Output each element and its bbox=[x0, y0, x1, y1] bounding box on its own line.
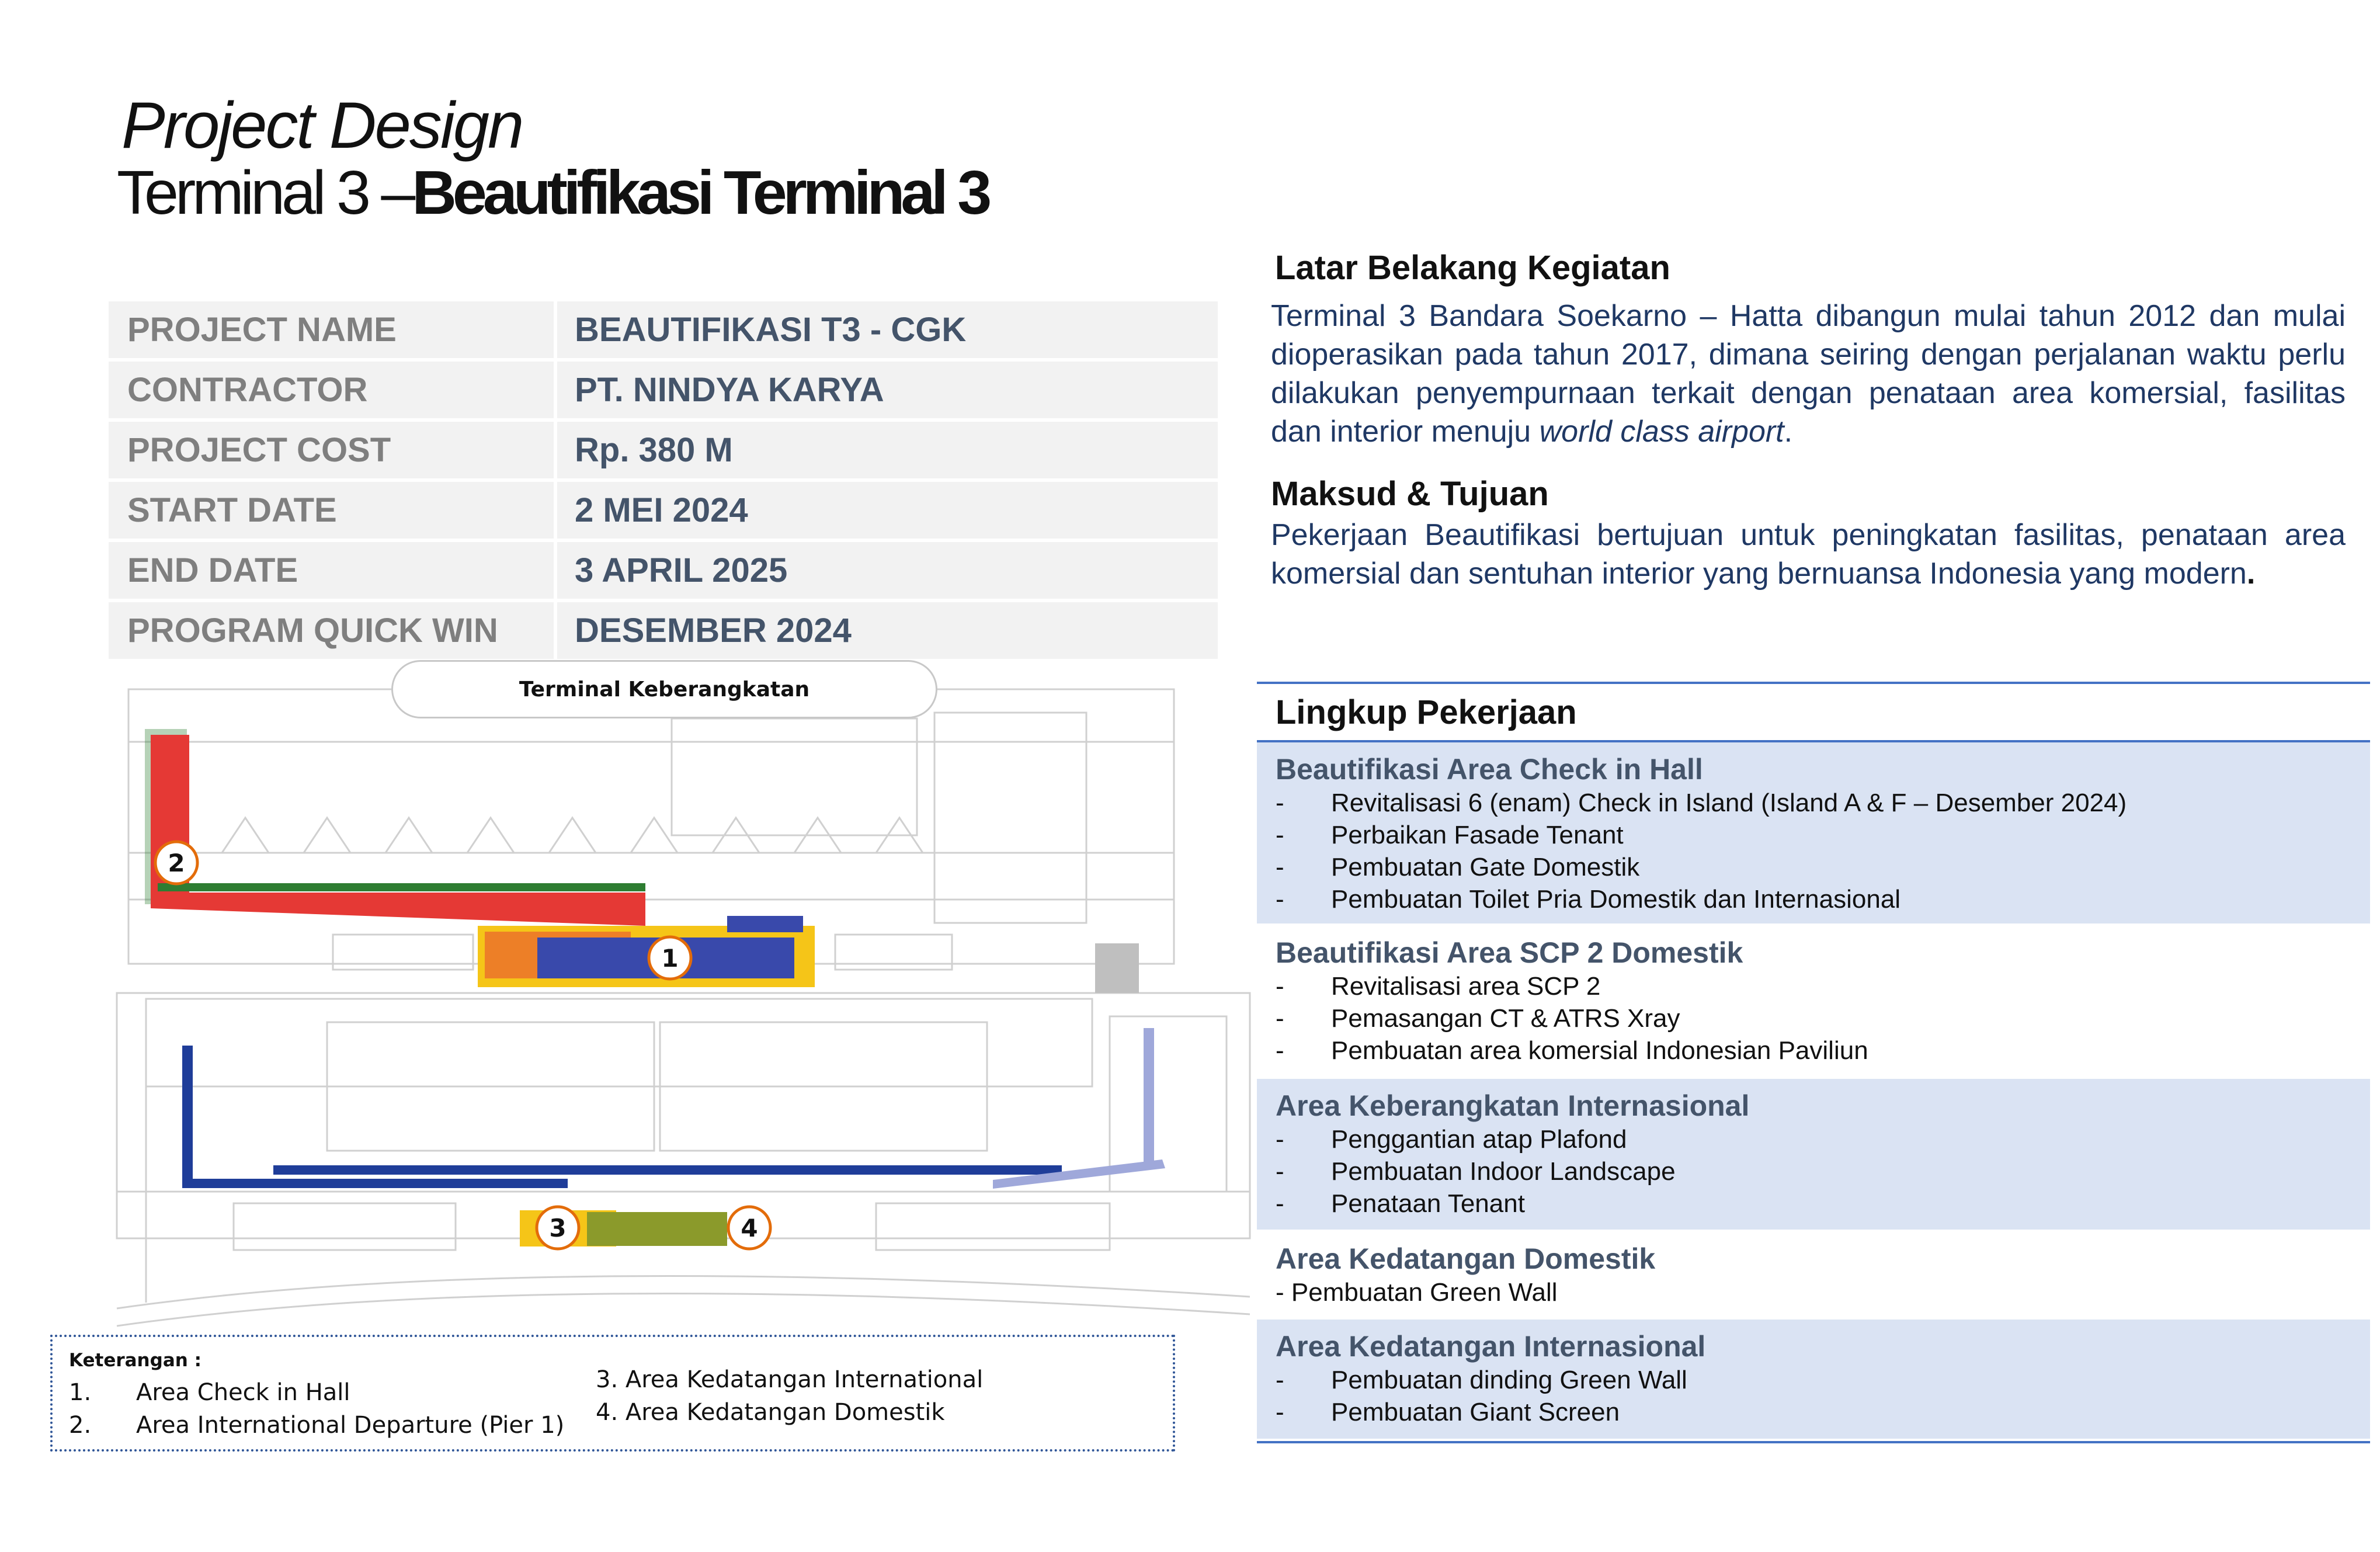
scope-item-text: Pembuatan Gate Domestik bbox=[1331, 853, 1640, 881]
info-value: PT. NINDYA KARYA bbox=[557, 362, 1218, 418]
maksud-text: Pekerjaan Beautifikasi bertujuan untuk peningkatan fasilitas, penataan area komersial dan sentuhan interior yang bernuansa Indonesia yang modern bbox=[1271, 518, 2346, 591]
info-value: BEAUTIFIKASI T3 - CGK bbox=[557, 301, 1218, 358]
legend-title: Keterangan : bbox=[69, 1350, 201, 1371]
legend-number: 1. bbox=[69, 1379, 92, 1406]
scope-item bbox=[1276, 1155, 2370, 1188]
legend-text: Area Check in Hall bbox=[136, 1379, 350, 1406]
scope-section-arrival-domestic bbox=[1257, 1232, 2370, 1320]
marker-label: 3 bbox=[549, 1214, 567, 1242]
scope-item bbox=[1276, 1123, 2370, 1155]
scope-item-text: Pembuatan Indoor Landscape bbox=[1331, 1157, 1676, 1186]
terminal-map bbox=[109, 657, 1253, 1346]
info-value: DESEMBER 2024 bbox=[557, 602, 1218, 659]
scope-section-departure-international bbox=[1257, 1079, 2370, 1232]
scope-item-text: Pembuatan area komersial Indonesian Paviliun bbox=[1331, 1036, 1868, 1065]
info-label: CONTRACTOR bbox=[109, 362, 554, 418]
scope-dash: - bbox=[1276, 789, 1284, 817]
scope-dash: - bbox=[1276, 1004, 1284, 1033]
scope-dash: - bbox=[1276, 1157, 1284, 1186]
latar-end: . bbox=[1784, 415, 1793, 449]
legend-item bbox=[69, 1412, 564, 1439]
legend-item: 4. Area Kedatangan Domestik bbox=[596, 1399, 945, 1426]
scope-item-text: Pembuatan Giant Screen bbox=[1331, 1398, 1620, 1426]
maksud-end: . bbox=[2246, 557, 2256, 591]
scope-item bbox=[1276, 787, 2370, 819]
info-row-contractor bbox=[109, 362, 1218, 418]
project-info-table bbox=[109, 301, 1218, 662]
title-prefix: Terminal 3 – bbox=[117, 158, 412, 227]
scope-dash: - bbox=[1276, 1366, 1284, 1394]
scope-title: Beautifikasi Area Check in Hall bbox=[1276, 753, 1703, 786]
scope-section-checkin bbox=[1257, 742, 2370, 926]
scope-item bbox=[1276, 1002, 2370, 1034]
scope-dash: - bbox=[1276, 1398, 1284, 1426]
info-row-project-cost bbox=[109, 422, 1218, 478]
marker-label: 2 bbox=[168, 849, 185, 877]
marker-label: 4 bbox=[741, 1214, 758, 1242]
marker-label: 1 bbox=[661, 944, 679, 973]
scope-item bbox=[1276, 970, 2370, 1002]
scope-dash: - bbox=[1276, 853, 1284, 881]
latar-paragraph bbox=[1271, 297, 2346, 451]
scope-title: Area Kedatangan Domestik bbox=[1276, 1242, 1656, 1275]
scope-dash: - bbox=[1276, 972, 1284, 1001]
lower-route-upper bbox=[273, 1165, 1062, 1175]
scope-item-text: Pembuatan Toilet Pria Domestik dan Internasional bbox=[1331, 885, 1901, 914]
lower-route-east-vertical bbox=[1144, 1028, 1154, 1162]
scope-dash: - bbox=[1276, 1189, 1284, 1218]
scope-item bbox=[1276, 883, 2370, 915]
maksud-paragraph bbox=[1271, 516, 2346, 593]
info-label: PROGRAM QUICK WIN bbox=[109, 602, 554, 659]
scope-title: Beautifikasi Area SCP 2 Domestik bbox=[1276, 936, 1743, 969]
scope-item-text: Revitalisasi 6 (enam) Check in Island (Island A & F – Desember 2024) bbox=[1331, 789, 2127, 817]
lower-route-horizontal bbox=[182, 1179, 568, 1188]
latar-text: Terminal 3 Bandara Soekarno – Hatta dibangun mulai tahun 2012 dan mulai dioperasikan pada tahun 2017, dimana seiring dengan perjalanan waktu perlu dilakukan penyempurnaan terkait dengan penataan area komersial, fasilitas dan interior menuju bbox=[1271, 299, 2346, 449]
latar-italic: world class airport bbox=[1539, 415, 1784, 449]
scope-item bbox=[1276, 1396, 2370, 1428]
scope-item-text: Revitalisasi area SCP 2 bbox=[1331, 972, 1601, 1001]
lower-route-vertical bbox=[182, 1046, 193, 1186]
legend-item bbox=[69, 1379, 350, 1406]
scope-list bbox=[1257, 682, 2370, 1443]
info-row-project-name bbox=[109, 301, 1218, 358]
scope-item-text: Penataan Tenant bbox=[1331, 1189, 1525, 1218]
latar-heading: Latar Belakang Kegiatan bbox=[1275, 249, 1670, 287]
scope-dash: - bbox=[1276, 885, 1284, 914]
info-row-start-date bbox=[109, 482, 1218, 539]
scope-title: Area Kedatangan Internasional bbox=[1276, 1330, 1706, 1363]
page-title-italic: Project Design bbox=[121, 89, 523, 162]
map-label: Terminal Keberangkatan bbox=[391, 660, 937, 718]
scope-dash: - bbox=[1276, 1036, 1284, 1065]
scope-item bbox=[1276, 1188, 2370, 1220]
legend-text: Area International Departure (Pier 1) bbox=[136, 1412, 565, 1439]
scope-item-text: Pemasangan CT & ATRS Xray bbox=[1331, 1004, 1680, 1033]
scope-bottom-rule bbox=[1257, 1441, 2370, 1443]
info-row-end-date bbox=[109, 542, 1218, 599]
scope-item-text: Perbaikan Fasade Tenant bbox=[1331, 821, 1624, 849]
page-title bbox=[117, 158, 988, 228]
info-value: Rp. 380 M bbox=[557, 422, 1218, 478]
scope-section-scp2 bbox=[1257, 926, 2370, 1079]
scope-item-text: Pembuatan dinding Green Wall bbox=[1331, 1366, 1687, 1394]
legend-number: 2. bbox=[69, 1412, 92, 1439]
map-building-block bbox=[1095, 943, 1139, 993]
scope-item: - Pembuatan Green Wall bbox=[1276, 1278, 1558, 1307]
info-label: PROJECT NAME bbox=[109, 301, 554, 358]
title-main: Beautifikasi Terminal 3 bbox=[412, 158, 988, 227]
info-row-quick-win bbox=[109, 602, 1218, 659]
scope-dash: - bbox=[1276, 1125, 1284, 1154]
info-value: 3 APRIL 2025 bbox=[557, 542, 1218, 599]
area-2-corridor bbox=[151, 893, 645, 926]
info-label: PROJECT COST bbox=[109, 422, 554, 478]
scope-item bbox=[1276, 851, 2370, 883]
info-value: 2 MEI 2024 bbox=[557, 482, 1218, 539]
info-label: END DATE bbox=[109, 542, 554, 599]
info-label: START DATE bbox=[109, 482, 554, 539]
legend-item: 3. Area Kedatangan International bbox=[596, 1366, 984, 1393]
area-1-north-zone bbox=[727, 916, 803, 932]
scope-dash: - bbox=[1276, 821, 1284, 849]
scope-section-arrival-international bbox=[1257, 1320, 2370, 1441]
area-2-green-edge bbox=[158, 883, 645, 891]
legend-box bbox=[50, 1335, 1175, 1452]
scope-item bbox=[1276, 1034, 2370, 1067]
maksud-heading: Maksud & Tujuan bbox=[1271, 475, 1549, 513]
scope-item bbox=[1276, 1364, 2370, 1396]
scope-heading-text: Lingkup Pekerjaan bbox=[1276, 693, 1577, 731]
area-4-zone bbox=[587, 1212, 727, 1246]
scope-item-text: Penggantian atap Plafond bbox=[1331, 1125, 1627, 1154]
scope-title: Area Keberangkatan Internasional bbox=[1276, 1089, 1750, 1122]
scope-item bbox=[1276, 819, 2370, 851]
scope-heading bbox=[1257, 682, 2370, 742]
